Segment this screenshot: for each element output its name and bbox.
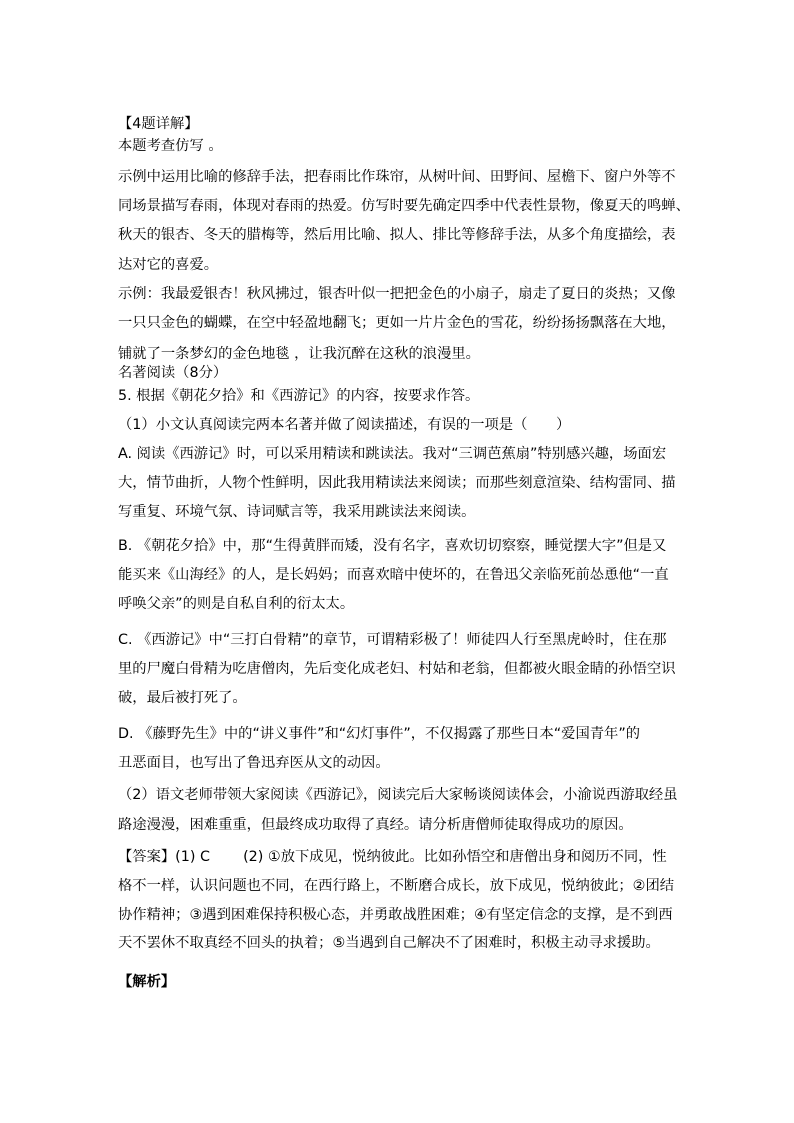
- paragraph-line: 秋天的银杏、冬天的腊梅等，然后用比喻、拟人、排比等修辞手法，从多个角度描绘，表: [118, 227, 676, 243]
- question-5-1: （1）小文认真阅读完两本名著并做了阅读描述，有误的一项是（ ）: [118, 417, 571, 433]
- option-b: B. 《朝花夕拾》中，那“生得黄胖而矮，没有名字，喜欢切切察察，睡觉摆大字”但是又: [118, 538, 667, 554]
- option-a-line: 大，情节曲折，人物个性鲜明，因此我用精读法来阅读；而那些刻意渲染、结构雷同、描: [118, 475, 676, 491]
- option-b-line: 呼唤父亲”的则是自私自利的衍太太。: [118, 596, 355, 612]
- question-5-2: （2）语文老师带领大家阅读《西游记》，阅读完后大家畅谈阅读体会，小渝说西游取经虽: [118, 787, 678, 803]
- paragraph-line: 一只只金色的蝴蝶，在空中轻盈地翻飞；更如一片片金色的雪花，纷纷扬扬飘落在大地，: [118, 315, 676, 331]
- option-a-line: 写重复、环境气氛、诗词赋言等，我采用跳读法来阅读。: [118, 504, 476, 520]
- analysis-heading: 【解析】: [118, 974, 176, 990]
- option-c: C. 《西游记》中“三打白骨精”的章节，可谓精彩极了！师徒四人行至黑虎岭时，住在那: [118, 632, 667, 648]
- paragraph-line: 示例中运用比喻的修辞手法，把春雨比作珠帘，从树叶间、田野间、屋檐下、窗户外等不: [118, 169, 676, 185]
- paragraph-line: 同场景描写春雨，体现对春雨的热爱。仿写时要先确定四季中代表性景物，像夏天的鸣蝉、: [118, 198, 690, 214]
- paragraph-line: 铺就了一条梦幻的金色地毯 ，让我沉醉在这秋的浪漫里。: [118, 346, 480, 362]
- paragraph-line: 示例：我最爱银杏！秋风拂过，银杏叶似一把把金色的小扇子，扇走了夏日的炎热；又像: [118, 286, 676, 302]
- option-a: A. 阅读《西游记》时，可以采用精读和跳读法。我对“三调芭蕉扇”特别感兴趣，场面宏: [118, 446, 667, 462]
- option-d-line: 丑恶面目，也写出了鲁迅弃医从文的动因。: [118, 755, 390, 771]
- question-5: 5. 根据《朝花夕拾》和《西游记》的内容，按要求作答。: [118, 388, 480, 404]
- answer: 【答案】(1) C (2) ①放下成见，悦纳彼此。比如孙悟空和唐僧出身和阅历不同，性: [118, 849, 667, 865]
- question-5-2-line: 路途漫漫，困难重重，但最终成功取得了真经。请分析唐僧师徒取得成功的原因。: [118, 817, 633, 833]
- option-b-line: 能买来《山海经》的人，是长妈妈；而喜欢暗中使坏的，在鲁迅父亲临死前怂恿他“一直: [118, 567, 669, 583]
- paragraph-line: 本题考查仿写 。: [118, 138, 223, 154]
- section-heading-4-detail: 【4题详解】: [118, 116, 199, 132]
- answer-line: 格不一样，认识问题也不同，在西行路上，不断磨合成长，放下成见，悦纳彼此；②团结: [118, 878, 675, 894]
- answer-line: 天不罢休不取真经不回头的执着；⑤当遇到自己解决不了困难时，积极主动寻求援助。: [118, 935, 660, 951]
- option-c-line: 里的尸魔白骨精为吃唐僧肉，先后变化成老妇、村姑和老翁，但都被火眼金睛的孙悟空识: [118, 661, 676, 677]
- answer-line: 协作精神；③遇到困难保持积极心态，并勇敢战胜困难；④有坚定信念的支撑，是不到西: [118, 907, 673, 923]
- option-d: D. 《藤野先生》中的“讲义事件”和“幻灯事件”，不仅揭露了那些日本“爱国青年”的: [118, 726, 641, 742]
- paragraph-line: 达对它的喜爱。: [118, 257, 219, 273]
- option-c-line: 破，最后被打死了。: [118, 690, 247, 706]
- section-heading-reading: 名著阅读（8分）: [118, 365, 228, 381]
